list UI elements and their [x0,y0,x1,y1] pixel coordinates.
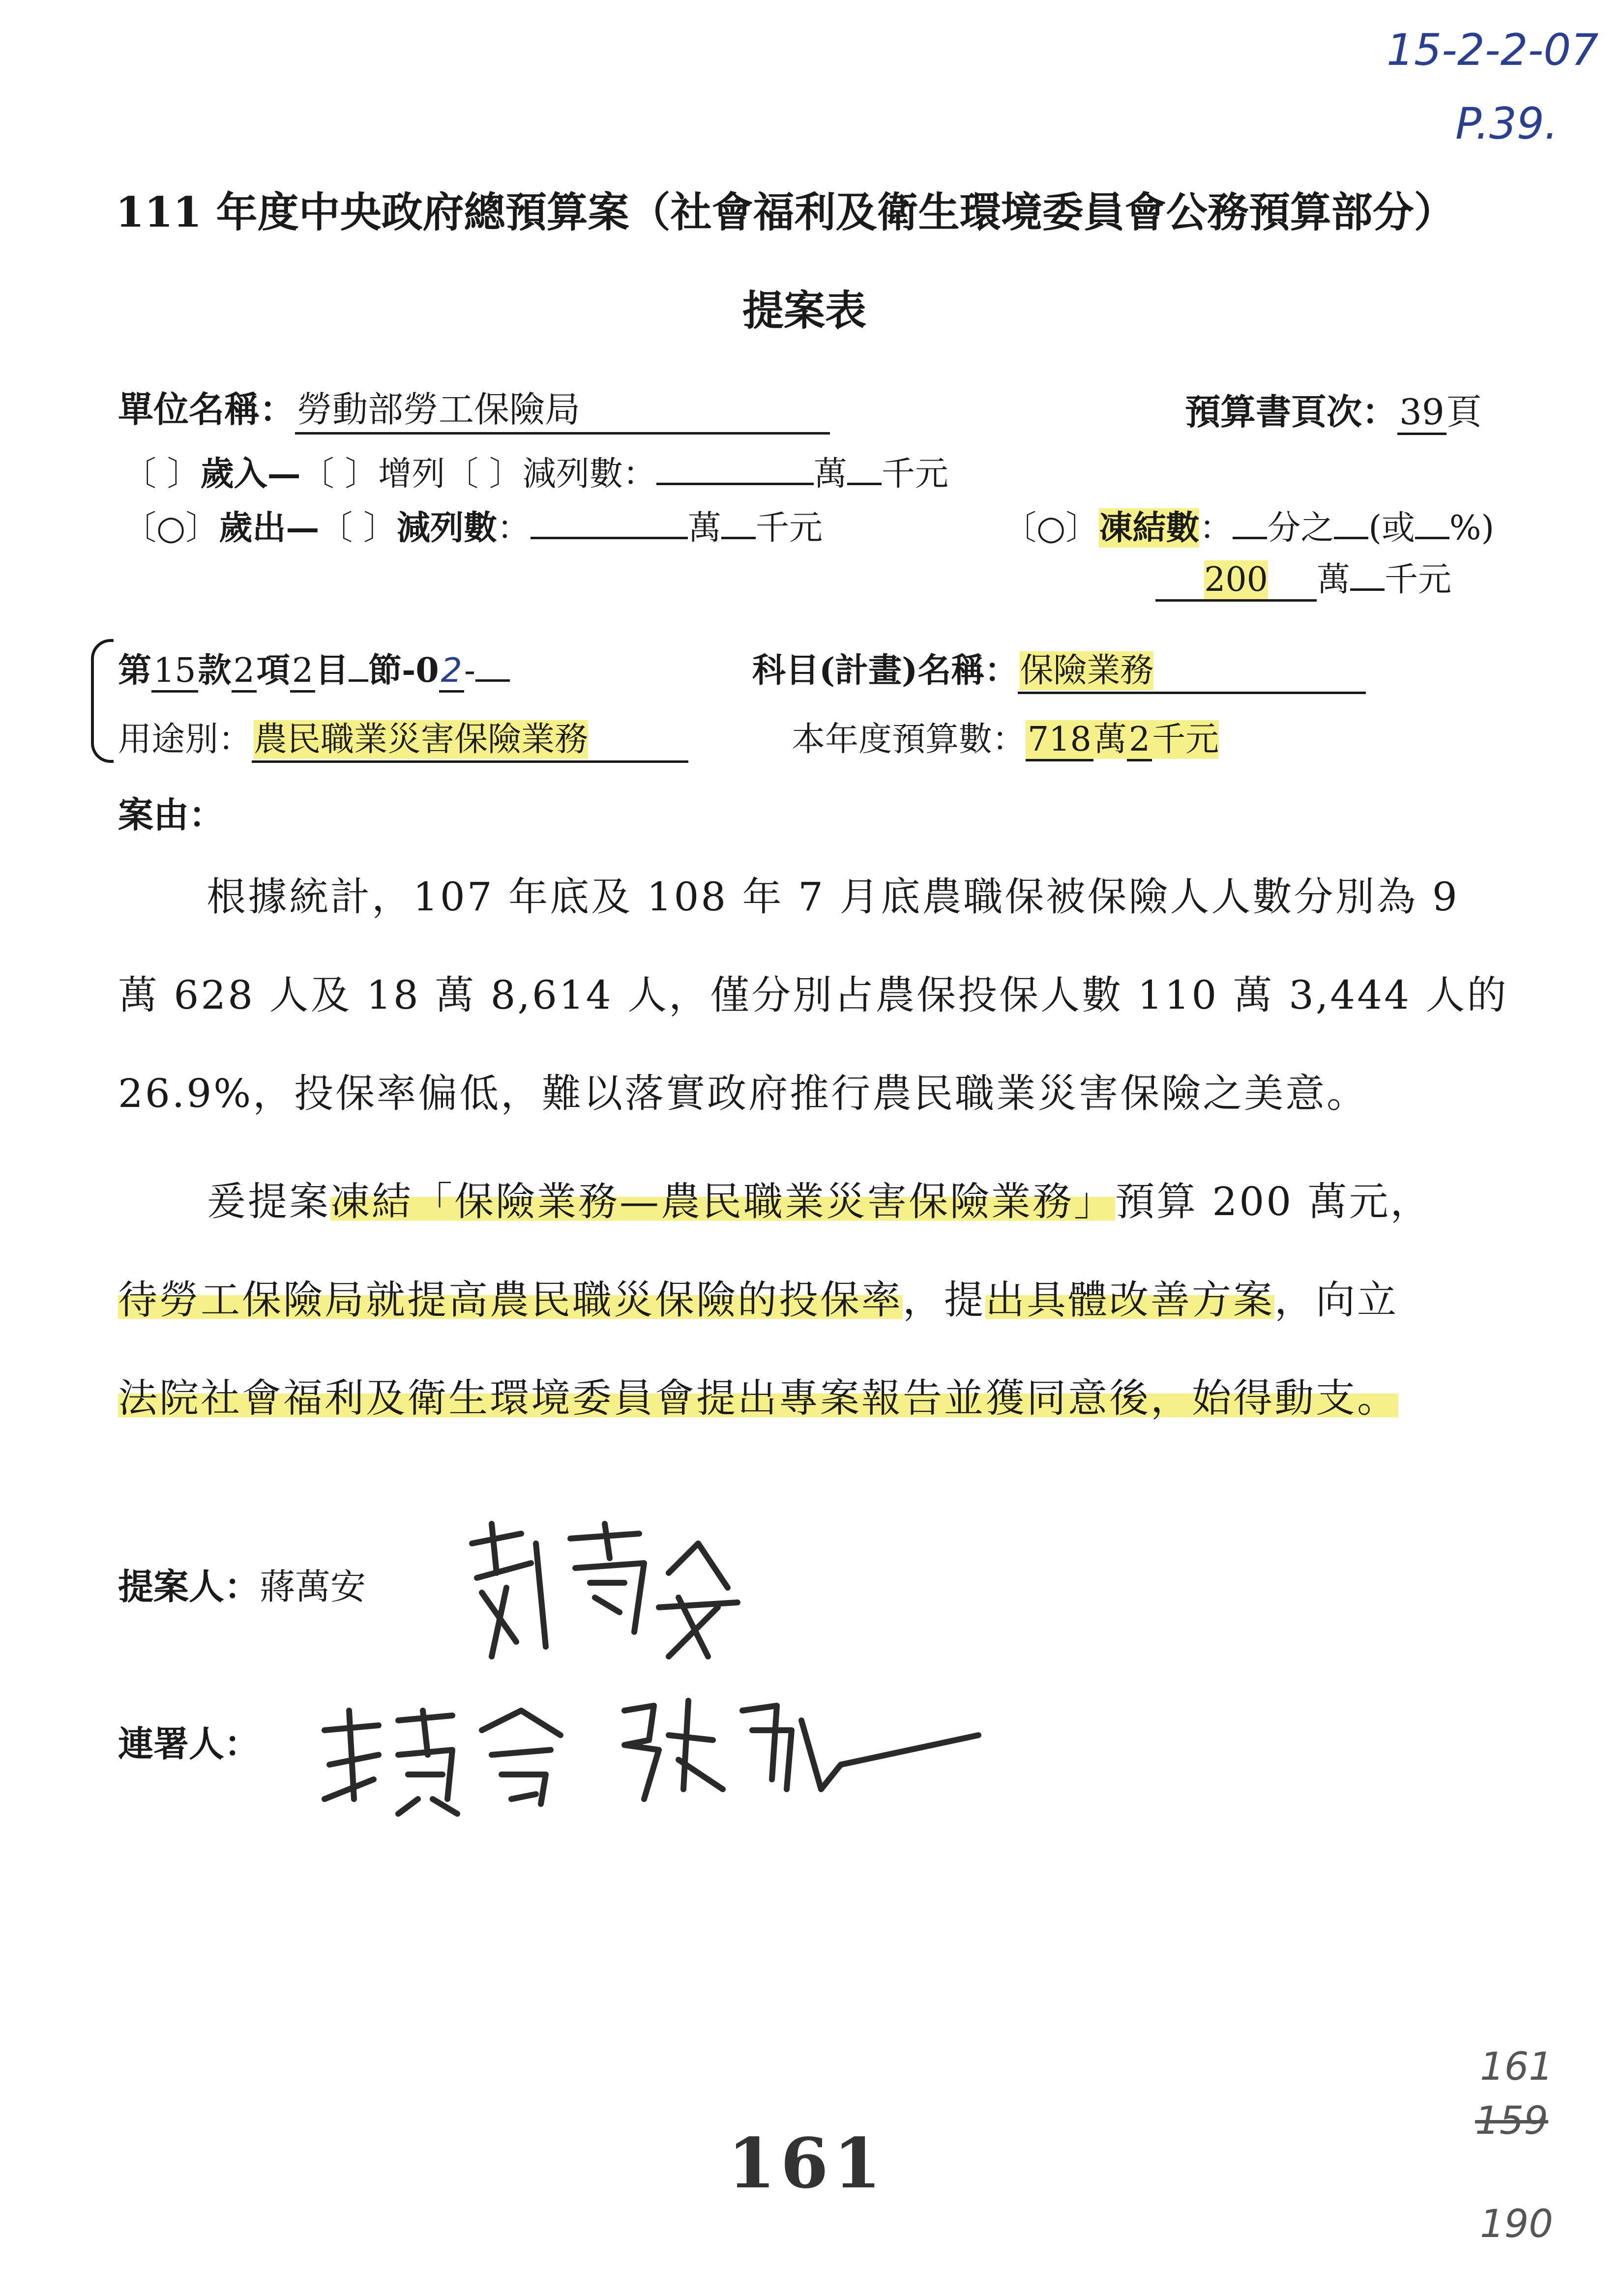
cosigner-signature-1 [315,1701,590,1819]
budget-page-label: 預算書頁次： [1185,391,1398,433]
freeze-label: 凍結數 [1099,508,1200,548]
freeze-percent-blank [1415,507,1449,539]
item-tail-blank [475,650,510,682]
jie-blank [349,650,368,682]
expense-wan-blank [531,507,688,539]
purpose-value: 農民職業災害保險業務 [252,713,688,763]
case-paragraph-1-line-2: 萬 628 人及 18 萬 8,614 人，僅分別占農保投保人數 110 萬 3,444 人的 [118,972,1508,1018]
revenue-wan-blank [656,453,814,485]
freeze-percent-close: %) [1449,509,1495,548]
proposer-label: 提案人： [118,1566,260,1607]
kuan-suffix: 款 [198,651,232,690]
jie-handwritten-value: 2 [439,651,464,693]
freeze-percent-open: (或 [1368,509,1415,548]
budget-page-unit: 頁 [1446,391,1482,433]
freeze-amount-wan: 萬 [1317,560,1351,599]
freeze-row [1003,501,1494,549]
freeze-fraction-denominator-blank [1233,507,1267,539]
unit-label: 單位名稱： [118,388,295,430]
case-paragraph-2-line-2: 待勞工保險局就提高農民職災保險的投保率，提出具體改善方案，向立 [118,1277,1398,1323]
page-title: 111 年度中央政府總預算案（社會福利及衛生環境委員會公務預算部分） [116,188,1455,236]
kuan-label: 第 [118,651,152,690]
revenue-qian-unit: 千元 [881,455,948,494]
handwritten-page-new: 161 [1480,2045,1553,2089]
current-budget-row [792,713,1219,760]
purpose-row [118,713,688,763]
subject-value: 保險業務 [1018,644,1366,694]
case-paragraph-1-line-1: 根據統計，107 年底及 108 年 7 月底農職保被保險人人數分別為 9 [207,874,1459,920]
form-subtitle: 提案表 [742,286,867,335]
proposer-row [118,1558,366,1609]
item-bracket [91,639,114,763]
expense-row [123,501,823,549]
expense-reduce-label: 減列數 [396,508,497,548]
handwritten-page-extra: 190 [1480,2202,1553,2246]
mu-value: 2 [290,651,315,693]
current-budget-label: 本年度預算數： [792,720,1026,759]
handwritten-reference: 15-2-2-07 [1387,25,1599,75]
handwritten-page-reference: P.39. [1455,98,1558,149]
proposer-signature [462,1514,747,1661]
revenue-label: 歲入— [200,454,301,494]
freeze-amount-qian-blank [1350,559,1385,591]
freeze-fraction-numerator-blank [1334,507,1368,539]
item-code-row [118,644,510,692]
budget-page-value: 39 [1397,391,1447,435]
proposer-name: 蔣萬安 [260,1566,366,1607]
revenue-qian-blank [847,453,882,485]
freeze-amount-qian: 千元 [1385,560,1452,599]
expense-qian-blank [721,507,756,539]
expense-wan-unit: 萬 [688,509,722,548]
revenue-wan-unit: 萬 [813,455,847,494]
freeze-amount-value: 200 [1155,560,1317,602]
expense-qian-unit: 千元 [756,509,823,548]
cosigner-signature-2 [615,1691,988,1809]
mu-suffix: 目 [315,651,349,690]
item-dash: - [464,651,475,690]
revenue-checkbox: 〔 〕 [123,455,201,494]
revenue-row [123,447,948,495]
page-number: 161 [728,2123,886,2204]
revenue-options: 〔 〕增列〔 〕減列數： [300,455,656,494]
expense-colon: ： [497,509,531,548]
case-paragraph-2-line-1: 爰提案凍結「保險業務—農民職業災害保險業務」預算 200 萬元， [207,1179,1432,1224]
subject-label: 科目(計畫)名稱： [752,651,1018,690]
expense-label: 歲出— [219,508,320,548]
cosigner-label: 連署人： [118,1723,260,1765]
case-paragraph-2-line-3: 法院社會福利及衛生環境委員會提出專案報告並獲同意後，始得動支。 [118,1375,1398,1421]
handwritten-page-old: 159 [1475,2099,1548,2143]
case-paragraph-1-line-3: 26.9%，投保率偏低，難以落實政府推行農民職業災害保險之美意。 [118,1071,1368,1116]
freeze-checkbox: 〔○〕 [1003,509,1099,548]
xiang-suffix: 項 [256,651,290,690]
expense-checkbox: 〔○〕 [123,509,219,548]
xiang-value: 2 [232,651,257,693]
unit-value: 勞動部勞工保險局 [295,381,830,435]
freeze-colon: ： [1199,509,1233,548]
freeze-amount-row [1155,553,1451,602]
expense-option-box: 〔 〕 [319,509,397,548]
case-label: 案由： [118,794,225,836]
subject-row [752,644,1366,694]
jie-suffix: 節-0 [368,651,439,690]
budget-page-row [1185,383,1482,435]
kuan-value: 15 [151,651,198,693]
freeze-fraction-label: 分之 [1267,509,1334,548]
purpose-label: 用途別： [118,720,252,759]
current-budget-amount: 718萬2千元 [1026,720,1219,759]
unit-row [118,381,830,435]
